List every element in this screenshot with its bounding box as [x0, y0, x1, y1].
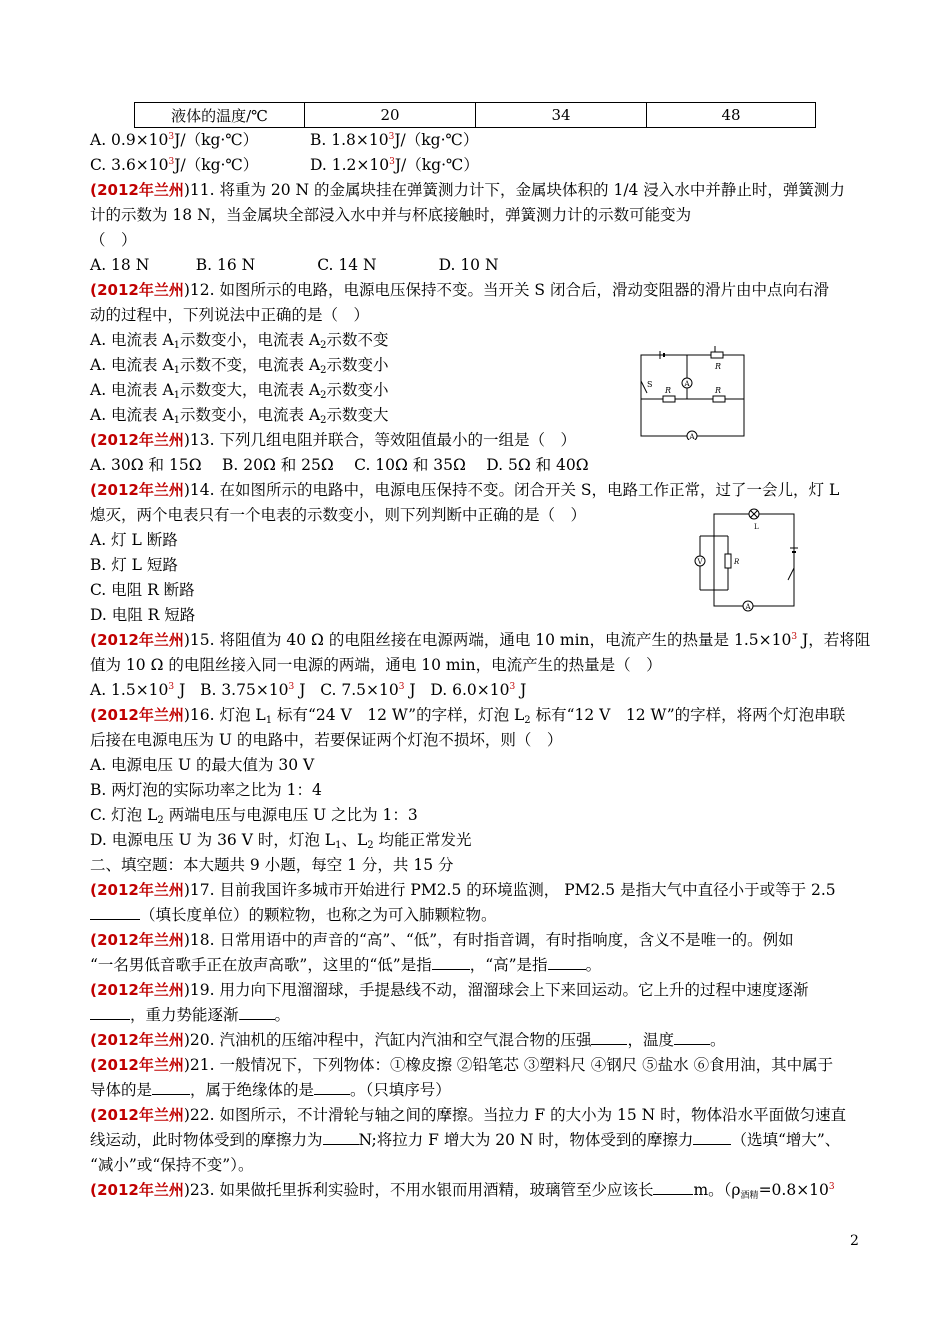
- question-text: =0.8×10: [758, 1181, 829, 1199]
- question-text: ，“高”是指: [469, 956, 548, 974]
- question-text: 。: [585, 956, 602, 974]
- q10-option-c: C. 3.6×10: [90, 156, 169, 174]
- question-text: )16. 灯泡 L: [183, 706, 266, 724]
- subscript: 1: [173, 340, 181, 351]
- answer-blank[interactable]: [90, 1019, 130, 1020]
- q15-line1: [90, 629, 870, 651]
- subscript: 2: [524, 715, 531, 726]
- question-text: )21. 一般情况下，下列物体：①橡皮擦 ②铅笔芯 ③塑料尺 ④钢尺 ⑤盐水 ⑥食用油，其中属于: [183, 1056, 834, 1074]
- q15-options: [90, 679, 526, 701]
- q12-option-a: [90, 329, 389, 351]
- q22-line3: “减小”或“保持不变”）。: [90, 1156, 254, 1174]
- question-text: )13. 下列几组电阻并联合，等效阻值最小的一组是（ ）: [183, 431, 576, 449]
- q18-line2: [90, 954, 601, 976]
- q12-line2: 动的过程中，下列说法中正确的是（ ）: [90, 306, 370, 324]
- switch-label: S: [647, 380, 653, 389]
- q10-option-a: A. 0.9×10: [90, 131, 169, 149]
- exponent: 3: [288, 682, 295, 692]
- open-paren: (: [90, 881, 98, 899]
- source-tag: 2012年兰州: [97, 431, 184, 449]
- unit: J: [404, 681, 416, 699]
- text: 示数变小，电流表 A: [180, 331, 321, 349]
- section-heading: 二、填空题：本大题共 9 小题，每空 1 分，共 15 分: [90, 856, 454, 874]
- q14-line2: 熄灭，两个电表只有一个电表的示数变小，则下列判断中正确的是（ ）: [90, 506, 587, 524]
- q16-option-b: B. 两灯泡的实际功率之比为 1：4: [90, 781, 322, 799]
- q14-option-c: C. 电阻 R 断路: [90, 581, 195, 599]
- question-text: 。（只填序号）: [350, 1081, 451, 1099]
- resistor-label: R: [715, 386, 722, 395]
- subscript: 1: [265, 715, 273, 726]
- answer-blank[interactable]: [674, 1044, 710, 1045]
- subscript: 1: [173, 365, 181, 376]
- source-tag: 2012年兰州: [97, 1031, 184, 1049]
- q10-option-d: D. 1.2×10: [310, 156, 390, 174]
- answer-blank[interactable]: [90, 919, 140, 920]
- resistor-left-icon: [663, 396, 675, 402]
- exponent: 3: [828, 1182, 835, 1192]
- question-text: 标有“24 V 12 W”的字样，灯泡 L: [272, 706, 525, 724]
- q12-option-b: [90, 354, 389, 376]
- question-text: )11. 将重为 20 N 的金属块挂在弹簧测力计下，金属块体积的 1/4 浸入水中并静止时，弹簧测力: [183, 181, 845, 199]
- open-paren: (: [90, 981, 98, 999]
- question-text: )15. 将阻值为 40 Ω 的电阻丝接在电源两端，通电 10 min，电流产生的热量是 1.5×10: [183, 631, 792, 649]
- question-text: )17. 目前我国许多城市开始进行 PM2.5 的环境监测， PM2.5 是指大气中直径小于或等于 2.5: [183, 881, 836, 899]
- question-text: 导体的是: [90, 1081, 153, 1099]
- open-paren: (: [90, 1181, 98, 1199]
- question-text: ，属于绝缘体的是: [190, 1081, 315, 1099]
- question-text: )19. 用力向下甩溜溜球，手提悬线不动，溜溜球会上下来回运动。它上升的过程中速度逐渐: [183, 981, 809, 999]
- q14-option-b: B. 灯 L 短路: [90, 556, 178, 574]
- question-text: J，若将阻: [797, 631, 871, 649]
- text: 示数不变: [326, 331, 389, 349]
- text: 示数变大: [326, 406, 389, 424]
- answer-blank[interactable]: [693, 1144, 731, 1145]
- ammeter-label: A: [689, 433, 695, 440]
- q12-line1: [90, 279, 829, 301]
- q12-option-d: [90, 404, 389, 426]
- text: 示数变大，电流表 A: [180, 381, 321, 399]
- unit: J/（kg·℃）: [174, 156, 259, 174]
- text: 、L: [341, 831, 368, 849]
- resistor-label: R: [665, 386, 672, 395]
- source-tag: 2012年兰州: [97, 181, 184, 199]
- q13-options: A. 30Ω 和 15Ω B. 20Ω 和 25Ω C. 10Ω 和 35Ω D. 5Ω 和 40Ω: [90, 456, 589, 474]
- text: 示数变小: [326, 381, 389, 399]
- q15-option-a: A. 1.5×10: [90, 681, 169, 699]
- question-text: “一名男低音歌手正在放声高歌”，这里的“低”是指: [90, 956, 432, 974]
- q21-line2: [90, 1079, 451, 1101]
- text: C. 灯泡 L: [90, 806, 158, 824]
- circuit-outer-loop: [641, 355, 744, 436]
- resistor-right-icon: [713, 396, 725, 402]
- answer-blank[interactable]: [432, 969, 470, 970]
- q21-line1: [90, 1054, 833, 1076]
- page-number: 2: [850, 1233, 859, 1249]
- q23-line1: [90, 1179, 835, 1201]
- unit: J: [515, 681, 527, 699]
- q17-line2: [90, 904, 497, 926]
- answer-blank[interactable]: [323, 1144, 359, 1145]
- exponent: 3: [168, 682, 175, 692]
- q15-option-b: B. 3.75×10: [200, 681, 289, 699]
- text: 均能正常发光: [373, 831, 472, 849]
- answer-blank[interactable]: [314, 1094, 350, 1095]
- ammeter-label: A: [684, 380, 690, 388]
- q19-line1: [90, 979, 808, 1001]
- open-paren: (: [90, 706, 98, 724]
- q15-line2: 值为 10 Ω 的电阻丝接入同一电源的两端，通电 10 min，电流产生的热量是（ ）: [90, 656, 662, 674]
- source-tag: 2012年兰州: [97, 1181, 184, 1199]
- question-text: 标有“12 V 12 W”的字样，将两个灯泡串联: [530, 706, 846, 724]
- question-text: 。: [710, 1031, 726, 1049]
- question-text: 。: [274, 1006, 291, 1024]
- table-cell: 34: [476, 103, 647, 128]
- switch-blade: [788, 568, 794, 580]
- q14-line1: [90, 479, 839, 501]
- question-text: N;将拉力 F 增大为 20 N 时，物体受到的摩擦力: [358, 1131, 694, 1149]
- source-tag: 2012年兰州: [97, 481, 184, 499]
- question-text: )20. 汽油机的压缩冲程中，汽缸内汽油和空气混合物的压强: [183, 1031, 592, 1049]
- source-tag: 2012年兰州: [97, 931, 184, 949]
- unit: J: [174, 681, 186, 699]
- open-paren: (: [90, 1106, 98, 1124]
- rheostat-icon: [711, 352, 723, 358]
- lamp-label: L: [754, 523, 759, 531]
- exponent: 3: [168, 132, 175, 142]
- subscript: 酒精: [740, 1191, 759, 1201]
- text: 示数不变，电流表 A: [180, 356, 321, 374]
- open-paren: (: [90, 631, 98, 649]
- answer-blank[interactable]: [152, 1094, 190, 1095]
- q15-option-c: C. 7.5×10: [320, 681, 399, 699]
- subscript: 2: [367, 840, 374, 851]
- text: A. 电流表 A: [90, 406, 174, 424]
- source-tag: 2012年兰州: [97, 981, 184, 999]
- q20-line1: [90, 1029, 726, 1051]
- text: 两端电压与电源电压 U 之比为 1：3: [163, 806, 418, 824]
- q17-line1: [90, 879, 836, 901]
- source-tag: 2012年兰州: [97, 1056, 184, 1074]
- question-text: ，温度: [627, 1031, 674, 1049]
- table-cell: 20: [305, 103, 476, 128]
- subscript: 1: [173, 390, 181, 401]
- answer-blank[interactable]: [591, 1044, 627, 1045]
- resistor-label: R: [715, 362, 722, 371]
- unit: J/（kg·℃）: [174, 131, 259, 149]
- q14-option-a: A. 灯 L 断路: [90, 531, 178, 549]
- exponent: 3: [389, 157, 395, 167]
- ammeter-label: A: [745, 603, 751, 611]
- answer-blank[interactable]: [653, 1194, 693, 1195]
- q16-option-c: [90, 804, 418, 826]
- question-text: )18. 日常用语中的声音的“高”、“低”，有时指音调，有时指响度，含义不是唯一的。例如: [183, 931, 794, 949]
- subscript: 2: [320, 365, 327, 376]
- subscript: 1: [335, 840, 342, 851]
- q22-line2: [90, 1129, 840, 1151]
- open-paren: (: [90, 931, 98, 949]
- exponent: 3: [509, 682, 516, 692]
- text: A. 电流表 A: [90, 381, 174, 399]
- text: 示数变小，电流表 A: [180, 406, 321, 424]
- subscript: 2: [320, 340, 327, 351]
- q14-option-d: D. 电阻 R 短路: [90, 606, 196, 624]
- text: D. 电源电压 U 为 36 V 时，灯泡 L: [90, 831, 336, 849]
- question-text: ，重力势能逐渐: [130, 1006, 239, 1024]
- q14-circuit-diagram: [690, 508, 800, 613]
- question-text: )22. 如图所示，不计滑轮与轴之间的摩擦。当拉力 F 的大小为 15 N 时，物体沿水平面做匀速直: [183, 1106, 847, 1124]
- text: A. 电流表 A: [90, 356, 174, 374]
- q13-line1: [90, 429, 576, 451]
- q16-option-a: A. 电源电压 U 的最大值为 30 V: [90, 756, 315, 774]
- exponent: 3: [388, 132, 395, 142]
- unit: J/（kg·℃）: [394, 156, 479, 174]
- q11-line2: 计的示数为 18 N，当金属块全部浸入水中并与杯底接触时，弹簧测力计的示数可能变为: [90, 206, 692, 224]
- q18-line1: [90, 929, 794, 951]
- answer-blank[interactable]: [239, 1019, 275, 1020]
- question-text: 线运动，此时物体受到的摩擦力为: [90, 1131, 323, 1149]
- voltmeter-label: V: [697, 558, 703, 566]
- source-tag: 2012年兰州: [97, 281, 184, 299]
- resistor-icon: [725, 554, 731, 568]
- q22-line1: [90, 1104, 846, 1126]
- q12-circuit-diagram: [635, 345, 750, 440]
- question-text: )14. 在如图所示的电路中，电源电压保持不变。闭合开关 S，电路工作正常，过了一会儿，灯 L: [183, 481, 840, 499]
- unit: J/（kg·℃）: [394, 131, 479, 149]
- question-text: m。（ρ: [693, 1181, 741, 1199]
- open-paren: (: [90, 181, 98, 199]
- exponent: 3: [168, 157, 175, 167]
- q12-option-c: [90, 379, 389, 401]
- table-row: [135, 103, 816, 128]
- table-cell: 48: [647, 103, 816, 128]
- resistor-label: R: [734, 558, 740, 566]
- q11-options: A. 18 N B. 16 N C. 14 N D. 10 N: [90, 256, 499, 274]
- q11-line3: （ ）: [90, 231, 137, 249]
- question-text: （填长度单位）的颗粒物，也称之为可入肺颗粒物。: [140, 906, 497, 924]
- temperature-table: [134, 102, 816, 128]
- q19-line2: [90, 1004, 290, 1026]
- source-tag: 2012年兰州: [97, 706, 184, 724]
- q15-option-d: D. 6.0×10: [430, 681, 510, 699]
- question-text: )12. 如图所示的电路，电源电压保持不变。当开关 S 闭合后，滑动变阻器的滑片由中点向右滑: [183, 281, 829, 299]
- source-tag: 2012年兰州: [97, 881, 184, 899]
- exponent: 3: [791, 632, 798, 642]
- question-text: （选填“增大”、: [731, 1131, 841, 1149]
- answer-blank[interactable]: [548, 969, 586, 970]
- q16-option-d: [90, 829, 472, 851]
- open-paren: (: [90, 281, 98, 299]
- text: 示数变小: [326, 356, 389, 374]
- open-paren: (: [90, 431, 98, 449]
- subscript: 2: [157, 815, 164, 826]
- open-paren: (: [90, 1056, 98, 1074]
- table-row-label: 液体的温度/℃: [135, 103, 305, 128]
- unit: J: [294, 681, 306, 699]
- q16-line1: [90, 704, 845, 726]
- q11-line1: [90, 179, 845, 201]
- subscript: 2: [320, 415, 327, 426]
- text: A. 电流表 A: [90, 331, 174, 349]
- subscript: 1: [173, 415, 181, 426]
- q16-line2: 后接在电源电压为 U 的电路中，若要保证两个灯泡不损坏，则（ ）: [90, 731, 563, 749]
- exponent: 3: [398, 682, 405, 692]
- open-paren: (: [90, 1031, 98, 1049]
- source-tag: 2012年兰州: [97, 1106, 184, 1124]
- source-tag: 2012年兰州: [97, 631, 184, 649]
- q10-option-b: B. 1.8×10: [310, 131, 389, 149]
- open-paren: (: [90, 481, 98, 499]
- subscript: 2: [320, 390, 327, 401]
- question-text: )23. 如果做托里拆利实验时，不用水银而用酒精，玻璃管至少应该长: [183, 1181, 654, 1199]
